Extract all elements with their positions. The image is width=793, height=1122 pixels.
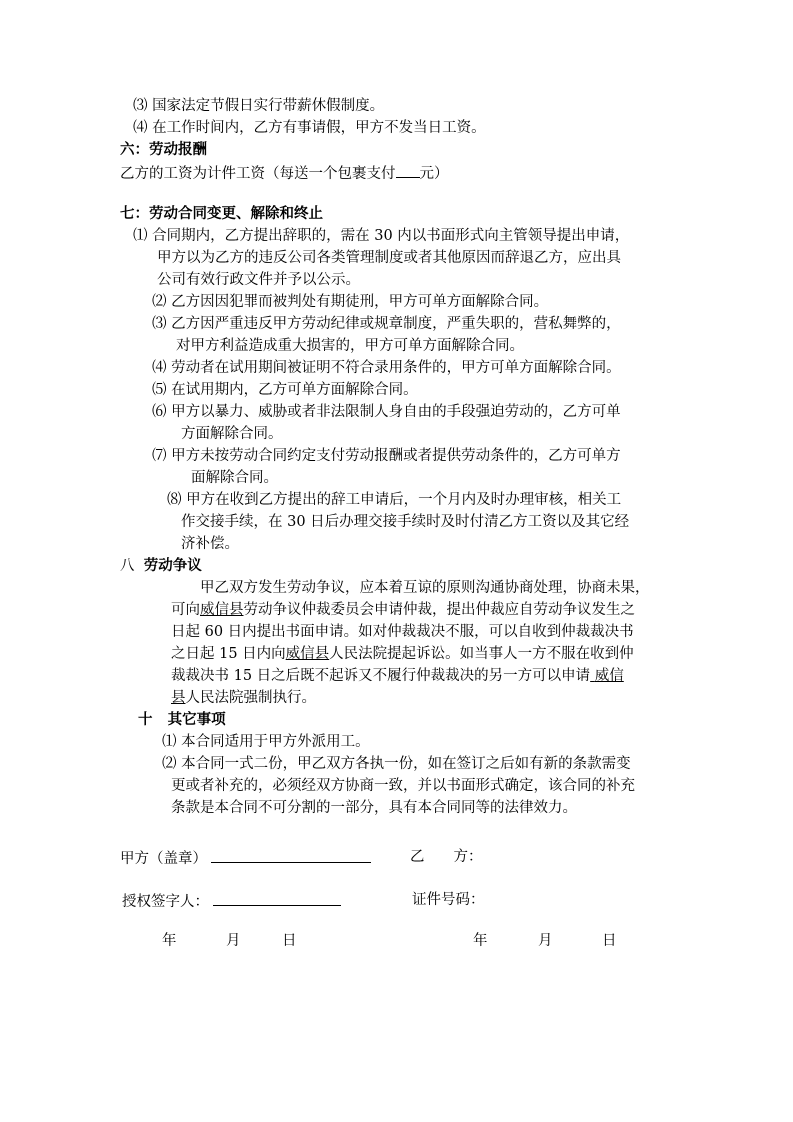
termination-line: ⑺ 甲方未按劳动合同约定支付劳动报酬或者提供劳动条件的，乙方可单方 bbox=[152, 448, 621, 464]
termination-line: 方面解除合同。 bbox=[181, 426, 283, 442]
dispute-text: 人民法院强制执行。 bbox=[185, 690, 316, 706]
leave-clause: ⑷ 在工作时间内，乙方有事请假，甲方不发当日工资。 bbox=[133, 120, 486, 136]
termination-line: 对甲方利益造成重大损害的，甲方可单方面解除合同。 bbox=[176, 338, 524, 354]
dispute-line bbox=[171, 687, 316, 709]
pay-amount-blank bbox=[396, 161, 420, 178]
other-line: 更或者补充的，必须经双方协商一致，并以书面形式确定，该合同的补充 bbox=[171, 778, 635, 794]
section-title: 劳动争议 bbox=[143, 558, 202, 574]
termination-line: ⑹ 甲方以暴力、威胁或者非法限制人身自由的手段强迫劳动的，乙方可单 bbox=[152, 404, 621, 420]
dispute-line: 甲乙双方发生劳动争议，应本着互谅的原则沟通协商处理，协商未果， bbox=[200, 580, 650, 596]
termination-line: 作交接手续，在 30 日后办理交接手续时及时付清乙方工资以及其它经 bbox=[181, 514, 630, 530]
party-a-label: 甲方（盖章） bbox=[120, 851, 207, 867]
county-name: 威信县 bbox=[200, 602, 244, 618]
party-a-signature bbox=[120, 846, 371, 868]
county-name-part: 县 bbox=[171, 690, 186, 706]
dispute-line bbox=[171, 643, 634, 665]
pay-text-before: 乙方的工资为计件工资（每送一个包裹支付 bbox=[120, 166, 396, 182]
dispute-text: 劳动争议仲裁委员会申请仲裁，提出仲裁应自劳动争议发生之 bbox=[243, 602, 635, 618]
section-number: 八 bbox=[120, 558, 135, 574]
section-heading-pay: 六：劳动报酬 bbox=[120, 142, 207, 158]
party-b-label: 乙 方： bbox=[410, 849, 483, 865]
other-line: ⑵ 本合同一式二份，甲乙双方各执一份，如在签订之后如有新的条款需变 bbox=[162, 756, 631, 772]
authorized-signature-line bbox=[213, 889, 341, 906]
date-day: 日 bbox=[602, 933, 617, 949]
date-year: 年 bbox=[162, 933, 177, 949]
section-heading-other bbox=[138, 709, 226, 731]
dispute-text: 裁裁决书 15 日之后既不起诉又不履行仲裁裁决的另一方可以申请 bbox=[171, 668, 591, 684]
date-month: 月 bbox=[538, 933, 553, 949]
date-day: 日 bbox=[282, 933, 297, 949]
county-name-part: 威信 bbox=[594, 668, 624, 684]
termination-line: 济补偿。 bbox=[181, 536, 239, 552]
dispute-text: 可向 bbox=[171, 602, 200, 618]
termination-line: 公司有效行政文件并予以公示。 bbox=[157, 272, 360, 288]
other-line: 条款是本合同不可分割的一部分，具有本合同同等的法律效力。 bbox=[171, 800, 577, 816]
dispute-text: 之日起 15 日内向 bbox=[171, 646, 286, 662]
section-heading-dispute bbox=[120, 555, 202, 577]
dispute-line: 日起 60 日内提出书面申请。如对仲裁裁决不服，可以自收到仲裁裁决书 bbox=[171, 624, 634, 640]
section-heading-termination: 七：劳动合同变更、解除和终止 bbox=[120, 206, 323, 222]
termination-line: ⑵ 乙方因因犯罪而被判处有期徒刑，甲方可单方面解除合同。 bbox=[152, 294, 549, 310]
county-name bbox=[590, 668, 624, 684]
termination-line: ⑷ 劳动者在试用期间被证明不符合录用条件的，甲方可单方面解除合同。 bbox=[152, 360, 621, 376]
holiday-clause: ⑶ 国家法定节假日实行带薪休假制度。 bbox=[133, 98, 385, 114]
party-a-seal-line bbox=[211, 846, 371, 863]
pay-clause bbox=[120, 161, 449, 183]
date-month: 月 bbox=[226, 933, 241, 949]
termination-line: 面解除合同。 bbox=[191, 470, 278, 486]
termination-line: ⑴ 合同期内，乙方提出辞职的，需在 30 内以书面形式向主管领导提出申请， bbox=[133, 228, 630, 244]
termination-line: 甲方以为乙方的违反公司各类管理制度或者其他原因而辞退乙方，应出具 bbox=[157, 250, 621, 266]
other-line: ⑴ 本合同适用于甲方外派用工。 bbox=[162, 734, 370, 750]
county-name: 威信县 bbox=[285, 646, 330, 662]
authorized-label: 授权签字人： bbox=[122, 894, 209, 910]
section-title: 其它事项 bbox=[167, 712, 226, 728]
dispute-text: 人民法院提起诉讼。如当事人一方不服在收到仲 bbox=[329, 646, 634, 662]
termination-line: ⑻ 甲方在收到乙方提出的辞工申请后，一个月内及时办理审核，相关工 bbox=[167, 492, 622, 508]
termination-line: ⑸ 在试用期内，乙方可单方面解除合同。 bbox=[152, 382, 418, 398]
dispute-line bbox=[171, 599, 635, 621]
dispute-line bbox=[171, 665, 624, 687]
pay-text-after: 元） bbox=[419, 166, 449, 182]
authorized-signature bbox=[122, 889, 341, 911]
date-year: 年 bbox=[473, 933, 488, 949]
id-number-label: 证件号码： bbox=[412, 892, 485, 908]
termination-line: ⑶ 乙方因严重违反甲方劳动纪律或规章制度，严重失职的，营私舞弊的， bbox=[152, 316, 621, 332]
section-number: 十 bbox=[138, 712, 153, 728]
